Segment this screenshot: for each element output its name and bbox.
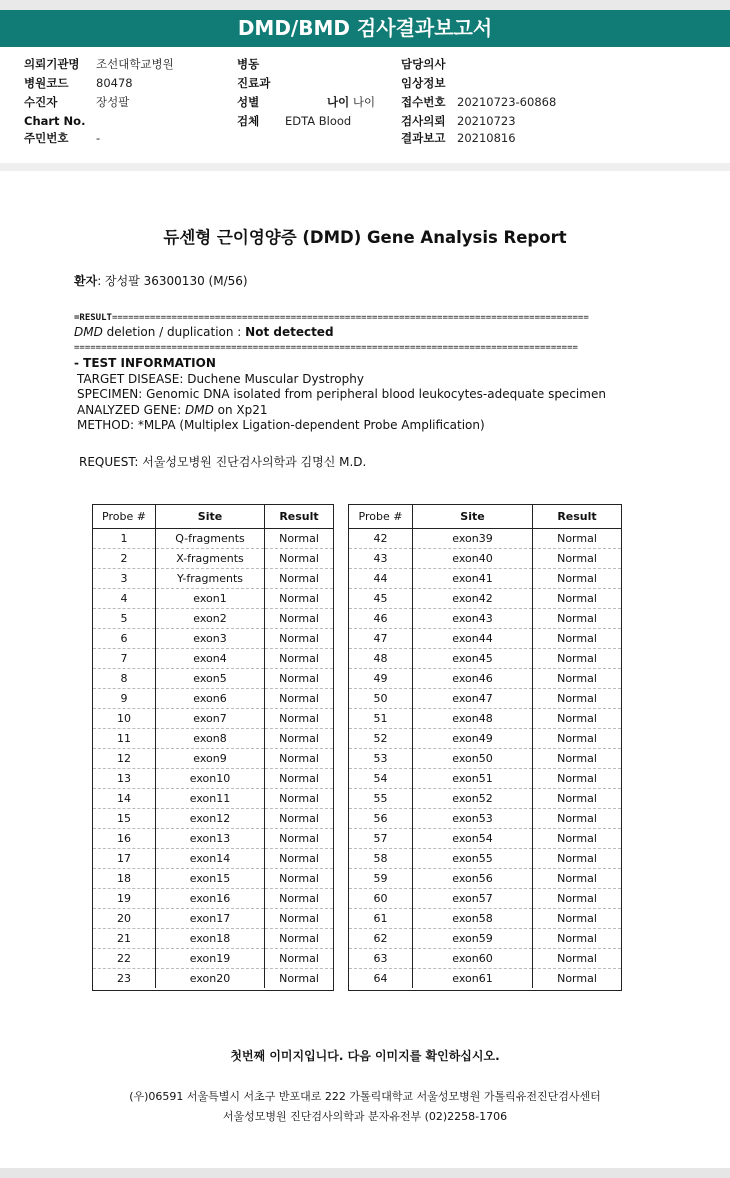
- result-header: =RESULT: [74, 313, 112, 323]
- result-cell: Normal: [533, 749, 622, 769]
- meta-col-2: [237, 57, 351, 128]
- result-cell: Normal: [533, 769, 622, 789]
- result-cell: Normal: [265, 849, 334, 869]
- result-cell: Normal: [533, 689, 622, 709]
- table-row: [93, 869, 333, 889]
- table-header-row: [349, 505, 621, 529]
- bottom-strip: [0, 1168, 730, 1178]
- site-cell: exon3: [156, 629, 265, 649]
- probe-number-cell: 53: [349, 749, 413, 769]
- probe-table-right: [349, 505, 621, 988]
- probe-number-cell: 46: [349, 609, 413, 629]
- table-row: [93, 609, 333, 629]
- site-cell: exon55: [413, 849, 533, 869]
- site-cell: exon47: [413, 689, 533, 709]
- table-header-row: [93, 505, 333, 529]
- col-header-site: Site: [156, 505, 265, 529]
- site-cell: exon50: [413, 749, 533, 769]
- site-cell: exon14: [156, 849, 265, 869]
- probe-number-cell: 23: [93, 969, 156, 989]
- table-row: [349, 549, 621, 569]
- result-cell: Normal: [533, 549, 622, 569]
- analyzed-gene-suffix: on Xp21: [213, 403, 268, 417]
- table-row: [349, 609, 621, 629]
- site-cell: exon13: [156, 829, 265, 849]
- meta-value: 80478: [96, 76, 133, 90]
- probe-number-cell: 64: [349, 969, 413, 989]
- patient-value: : 장성팔 36300130 (M/56): [97, 274, 248, 288]
- analyzed-gene-prefix: ANALYZED GENE:: [77, 403, 185, 417]
- meta-value: EDTA Blood: [285, 114, 352, 128]
- result-cell: Normal: [533, 569, 622, 589]
- section-divider: [0, 163, 730, 171]
- site-cell: Q-fragments: [156, 529, 265, 549]
- result-cell: Normal: [533, 909, 622, 929]
- site-cell: exon6: [156, 689, 265, 709]
- site-cell: exon12: [156, 809, 265, 829]
- probe-number-cell: 62: [349, 929, 413, 949]
- probe-number-cell: 3: [93, 569, 156, 589]
- table-row: [349, 649, 621, 669]
- col-header-probe: Probe #: [349, 505, 413, 529]
- table-row: [93, 749, 333, 769]
- table-row: [93, 689, 333, 709]
- result-cell: Normal: [265, 929, 334, 949]
- table-row: [349, 769, 621, 789]
- table-row: [349, 709, 621, 729]
- probe-number-cell: 20: [93, 909, 156, 929]
- result-cell: Normal: [265, 689, 334, 709]
- meta-age: [327, 95, 375, 109]
- meta-label: 검체: [237, 114, 260, 128]
- probe-number-cell: 4: [93, 589, 156, 609]
- table-row: [93, 809, 333, 829]
- result-cell: Normal: [533, 949, 622, 969]
- table-row: [349, 569, 621, 589]
- result-cell: Normal: [265, 809, 334, 829]
- site-cell: exon51: [413, 769, 533, 789]
- result-cell: Normal: [533, 889, 622, 909]
- table-row: [349, 869, 621, 889]
- result-cell: Normal: [265, 589, 334, 609]
- result-cell: Normal: [265, 549, 334, 569]
- probe-number-cell: 5: [93, 609, 156, 629]
- table-row: [349, 909, 621, 929]
- result-cell: Normal: [533, 789, 622, 809]
- table-row: [349, 969, 621, 989]
- table-row: [349, 729, 621, 749]
- table-row: [349, 789, 621, 809]
- table-row: [93, 969, 333, 989]
- probe-number-cell: 57: [349, 829, 413, 849]
- meta-label: 성별: [237, 95, 260, 109]
- result-cell: Normal: [533, 589, 622, 609]
- probe-number-cell: 47: [349, 629, 413, 649]
- result-cell: Normal: [533, 629, 622, 649]
- table-row: [349, 589, 621, 609]
- site-cell: exon42: [413, 589, 533, 609]
- site-cell: exon9: [156, 749, 265, 769]
- site-cell: exon44: [413, 629, 533, 649]
- meta-label: 수진자: [24, 95, 58, 109]
- meta-label: Chart No.: [24, 114, 86, 128]
- result-cell: Normal: [533, 849, 622, 869]
- site-cell: exon1: [156, 589, 265, 609]
- result-cell: Normal: [533, 649, 622, 669]
- result-cell: Normal: [265, 569, 334, 589]
- site-cell: exon8: [156, 729, 265, 749]
- col-header-result: Result: [265, 505, 334, 529]
- meta-label: 주민번호: [24, 131, 69, 145]
- result-cell: Normal: [265, 649, 334, 669]
- report-title: 듀센형 근이영양증 (DMD) Gene Analysis Report: [163, 228, 567, 247]
- meta-col-1: [24, 57, 174, 145]
- probe-number-cell: 49: [349, 669, 413, 689]
- footer-address: (우)06591 서울특별시 서초구 반포대로 222 가톨릭대학교 서울성모병원 가톨릭유전진단검사센터: [129, 1090, 601, 1103]
- table-row: [93, 669, 333, 689]
- meta-label: 결과보고: [401, 131, 446, 145]
- meta-label: 접수번호: [401, 95, 446, 109]
- table-row: [93, 589, 333, 609]
- meta-value: 장성팔: [96, 95, 130, 109]
- site-cell: exon18: [156, 929, 265, 949]
- site-cell: exon46: [413, 669, 533, 689]
- table-row: [93, 729, 333, 749]
- analyzed-gene-name: DMD: [184, 403, 214, 417]
- table-row: [349, 929, 621, 949]
- probe-number-cell: 22: [93, 949, 156, 969]
- site-cell: exon17: [156, 909, 265, 929]
- probe-number-cell: 15: [93, 809, 156, 829]
- table-row: [93, 909, 333, 929]
- table-row: [93, 769, 333, 789]
- table-row: [93, 889, 333, 909]
- probe-number-cell: 9: [93, 689, 156, 709]
- meta-label: 진료과: [237, 76, 271, 90]
- probe-number-cell: 52: [349, 729, 413, 749]
- result-value: Not detected: [245, 325, 334, 339]
- probe-number-cell: 16: [93, 829, 156, 849]
- result-cell: Normal: [279, 972, 319, 985]
- col-header-probe: Probe #: [93, 505, 156, 529]
- footer-dept: 서울성모병원 진단검사의학과 분자유전부 (02)2258-1706: [222, 1110, 508, 1123]
- table-row: [93, 569, 333, 589]
- result-gene: DMD: [74, 325, 103, 339]
- patient-line: [74, 274, 248, 289]
- table-row: [349, 949, 621, 969]
- site-cell: exon48: [413, 709, 533, 729]
- probe-number-cell: 59: [349, 869, 413, 889]
- probe-number-cell: 2: [93, 549, 156, 569]
- meta-label: 의뢰기관명: [24, 57, 80, 71]
- site-cell: exon2: [156, 609, 265, 629]
- result-cell: Normal: [265, 889, 334, 909]
- result-cell: Normal: [265, 829, 334, 849]
- site-cell: exon41: [413, 569, 533, 589]
- table-row: [93, 549, 333, 569]
- result-cell: Normal: [533, 809, 622, 829]
- result-cell: Normal: [265, 869, 334, 889]
- probe-number-cell: 42: [349, 529, 413, 549]
- meta-value: 20210723: [457, 114, 516, 128]
- site-cell: exon4: [156, 649, 265, 669]
- table-row: [349, 749, 621, 769]
- meta-label: 병원코드: [24, 76, 69, 90]
- request: REQUEST: 서울성모병원 진단검사의학과 김명신 M.D.: [79, 455, 367, 469]
- probe-number-cell: 45: [349, 589, 413, 609]
- footer-notice: 첫번째 이미지입니다. 다음 이미지를 확인하십시오.: [230, 1049, 500, 1063]
- probe-number-cell: 50: [349, 689, 413, 709]
- table-row: [93, 629, 333, 649]
- result-cell: Normal: [533, 929, 622, 949]
- site-cell: exon58: [413, 909, 533, 929]
- specimen: SPECIMEN: Genomic DNA isolated from peripheral blood leukocytes-adequate specimen: [77, 387, 606, 401]
- table-row: [93, 709, 333, 729]
- probe-number-cell: 18: [93, 869, 156, 889]
- age-label: 나이: [327, 95, 350, 109]
- age-value: 나이: [352, 95, 376, 109]
- table-row: [349, 629, 621, 649]
- probe-number-cell: 14: [93, 789, 156, 809]
- meta-label: 담당의사: [401, 57, 446, 71]
- result-cell: Normal: [265, 629, 334, 649]
- result-cell: Normal: [265, 749, 334, 769]
- site-cell: exon11: [156, 789, 265, 809]
- probe-number-cell: 56: [349, 809, 413, 829]
- meta-col-3: [401, 57, 556, 145]
- probe-number-cell: 51: [349, 709, 413, 729]
- site-cell: exon40: [413, 549, 533, 569]
- site-cell: exon59: [413, 929, 533, 949]
- result-cell: Normal: [557, 972, 597, 985]
- result-cell: Normal: [265, 789, 334, 809]
- probe-number-cell: 48: [349, 649, 413, 669]
- table-row: [93, 949, 333, 969]
- probe-number-cell: 11: [93, 729, 156, 749]
- table-row: [349, 829, 621, 849]
- probe-number-cell: 17: [93, 849, 156, 869]
- result-cell: Normal: [533, 709, 622, 729]
- table-row: [349, 849, 621, 869]
- result-cell: Normal: [533, 669, 622, 689]
- result-cell: Normal: [265, 709, 334, 729]
- probe-number-cell: 19: [93, 889, 156, 909]
- result-cell: Normal: [265, 729, 334, 749]
- patient-label: 환자: [74, 274, 98, 288]
- probe-number-cell: 55: [349, 789, 413, 809]
- target-disease: TARGET DISEASE: Duchene Muscular Dystrophy: [77, 372, 364, 386]
- site-cell: exon61: [413, 969, 533, 989]
- top-strip: [0, 0, 730, 10]
- site-cell: exon56: [413, 869, 533, 889]
- site-cell: exon45: [413, 649, 533, 669]
- result-rule: =RESULT========================================================================================: [74, 313, 589, 323]
- meta-value: 20210723-60868: [457, 95, 557, 109]
- table-row: [349, 669, 621, 689]
- probe-number-cell: 8: [93, 669, 156, 689]
- site-cell: exon54: [413, 829, 533, 849]
- probe-number-cell: 1: [93, 529, 156, 549]
- site-cell: exon53: [413, 809, 533, 829]
- method: METHOD: *MLPA (Multiplex Ligation-dependent Probe Amplification): [77, 418, 485, 432]
- site-cell: exon52: [413, 789, 533, 809]
- result-cell: Normal: [533, 829, 622, 849]
- meta-label: 검사의뢰: [401, 114, 446, 128]
- meta-value: 20210816: [457, 131, 516, 145]
- meta-value: -: [96, 131, 101, 145]
- probe-number-cell: 12: [93, 749, 156, 769]
- meta-value: 조선대학교병원: [96, 57, 174, 71]
- site-cell: exon57: [413, 889, 533, 909]
- probe-number-cell: 44: [349, 569, 413, 589]
- table-row: [93, 829, 333, 849]
- site-cell: X-fragments: [156, 549, 265, 569]
- test-info-header: - TEST INFORMATION: [74, 356, 216, 370]
- table-row: [349, 529, 621, 549]
- result-cell: Normal: [533, 729, 622, 749]
- probe-number-cell: 43: [349, 549, 413, 569]
- table-row: [93, 789, 333, 809]
- col-header-result: Result: [533, 505, 622, 529]
- site-cell: exon49: [413, 729, 533, 749]
- probe-number-cell: 60: [349, 889, 413, 909]
- result-cell: Normal: [533, 869, 622, 889]
- table-row: [349, 689, 621, 709]
- site-cell: exon10: [156, 769, 265, 789]
- result-cell: Normal: [265, 769, 334, 789]
- probe-table-left: [93, 505, 333, 988]
- table-row: [93, 529, 333, 549]
- table-row: [93, 849, 333, 869]
- probe-number-cell: 63: [349, 949, 413, 969]
- site-cell: exon15: [156, 869, 265, 889]
- col-header-site: Site: [413, 505, 533, 529]
- probe-number-cell: 13: [93, 769, 156, 789]
- probe-number-cell: 7: [93, 649, 156, 669]
- site-cell: exon16: [156, 889, 265, 909]
- result-line: [74, 325, 334, 340]
- site-cell: exon20: [156, 969, 265, 989]
- probe-number-cell: 54: [349, 769, 413, 789]
- result-cell: Normal: [265, 609, 334, 629]
- probe-number-cell: 58: [349, 849, 413, 869]
- site-cell: Y-fragments: [156, 569, 265, 589]
- result-cell: Normal: [265, 909, 334, 929]
- result-cell: Normal: [265, 669, 334, 689]
- table-row: [349, 809, 621, 829]
- result-cell: Normal: [265, 949, 334, 969]
- result-cell: Normal: [533, 529, 622, 549]
- meta-label: 병동: [237, 57, 260, 71]
- site-cell: exon19: [156, 949, 265, 969]
- table-row: [93, 649, 333, 669]
- table-row: [349, 889, 621, 909]
- probe-number-cell: 21: [93, 929, 156, 949]
- site-cell: exon60: [413, 949, 533, 969]
- report-header-title: DMD/BMD 검사결과보고서: [0, 10, 730, 47]
- result-cell: Normal: [533, 609, 622, 629]
- site-cell: exon7: [156, 709, 265, 729]
- result-desc: deletion / duplication :: [102, 325, 246, 339]
- divider-rule: =============================================================================================: [74, 343, 578, 353]
- site-cell: exon39: [413, 529, 533, 549]
- probe-number-cell: 6: [93, 629, 156, 649]
- site-cell: exon43: [413, 609, 533, 629]
- analyzed-gene: [77, 403, 268, 418]
- table-row: [93, 929, 333, 949]
- probe-number-cell: 10: [93, 709, 156, 729]
- site-cell: exon5: [156, 669, 265, 689]
- result-cell: Normal: [265, 529, 334, 549]
- probe-number-cell: 61: [349, 909, 413, 929]
- meta-label: 임상정보: [401, 76, 446, 90]
